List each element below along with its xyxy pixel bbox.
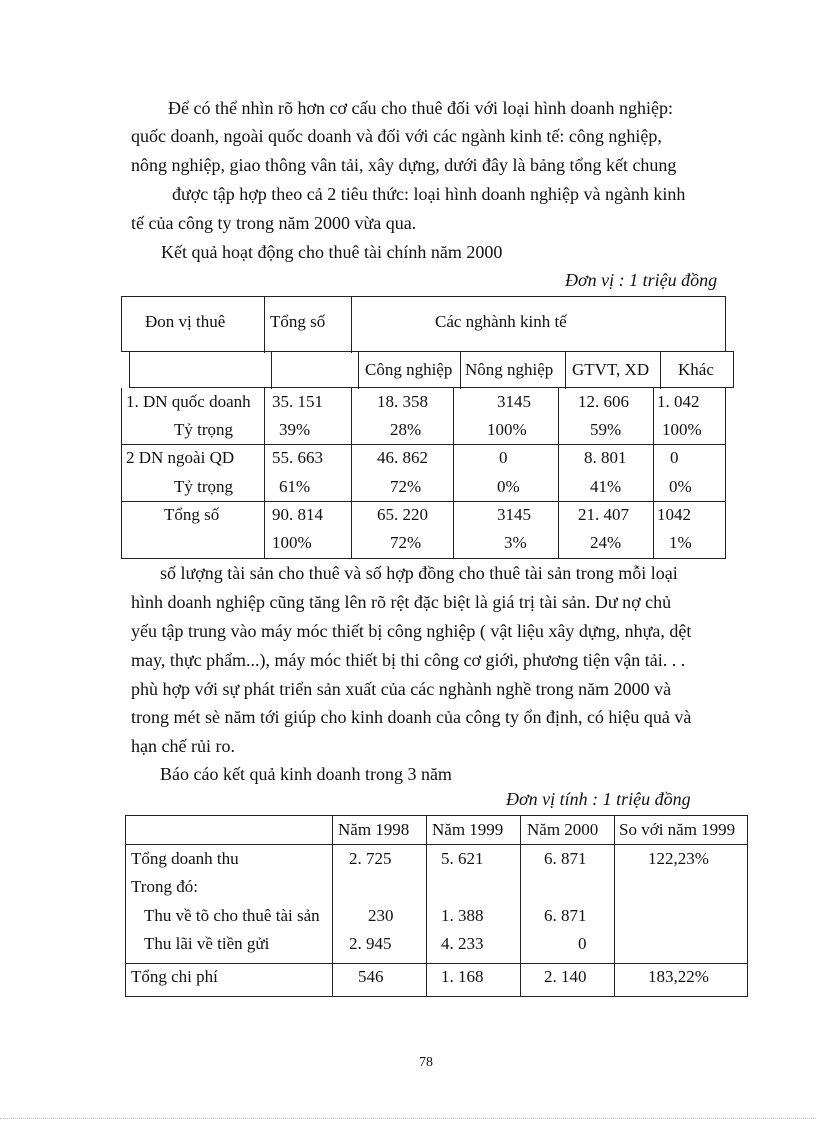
cell: 1042 (657, 505, 691, 524)
row-label: Tỷ trọng (174, 477, 234, 496)
intro-line-5: tế của công ty trong năm 2000 vừa qua. (131, 213, 417, 233)
sub-agriculture: Nông nghiệp (465, 360, 554, 379)
intro-line-2: quốc doanh, ngoài quốc doanh và đối với các ngành kinh tế: công nghiệp, (131, 126, 662, 146)
cell: 5. 621 (441, 849, 484, 868)
middle-line-5: phù hợp với sự phát triển sản xuất của các nghành nghề trong năm 2000 và (131, 679, 672, 699)
cell: 546 (358, 967, 384, 986)
row-label: 2 DN ngoài QD (126, 448, 235, 467)
cell: 2. 945 (349, 934, 392, 953)
cell: 0% (497, 477, 520, 496)
intro-line-1: Để có thể nhìn rõ hơn cơ cấu cho thuê đối với loại hình doanh nghiệp: (168, 98, 673, 118)
table1-header-top (121, 296, 726, 352)
header-unit-hire: Đon vị thuê (145, 312, 226, 331)
row-label: Trong đó: (131, 877, 198, 896)
col-2000: Năm 2000 (527, 820, 599, 839)
cell: 3% (504, 533, 527, 552)
cell: 0 (578, 934, 587, 953)
cell: 230 (368, 906, 394, 925)
col-1999: Năm 1999 (432, 820, 504, 839)
cell: 12. 606 (578, 392, 629, 411)
middle-line-2: hình doanh nghiệp cũng tăng lên rõ rệt đặc biệt là giá trị tài sản. Dư nợ chủ (131, 592, 672, 612)
row-label: 1. DN quốc doanh (126, 392, 251, 411)
cell: 4. 233 (441, 934, 484, 953)
table2-unit: Đơn vị tính : 1 triệu đồng (506, 789, 691, 809)
cell: 1% (669, 533, 692, 552)
middle-line-6: trong mét sè năm tới giúp cho kinh doanh của công ty ổn định, có hiệu quả và (131, 707, 692, 727)
table1-title: Kết quả hoạt động cho thuê tài chính năm 2000 (161, 242, 503, 262)
table1-unit: Đơn vị : 1 triệu đồng (565, 270, 718, 290)
header-total: Tổng số (270, 312, 326, 331)
cell: 0 (670, 448, 679, 467)
intro-line-3: nông nghiệp, giao thông vân tải, xây dựng, dưới đây là bảng tổng kết chung (131, 155, 677, 175)
row-label: Tỷ trọng (174, 420, 234, 439)
middle-line-3: yếu tập trung vào máy móc thiết bị công nghiệp ( vật liệu xây dựng, nhựa, dệt (131, 621, 692, 641)
cell: 100% (272, 533, 312, 552)
table1-header-sub (129, 351, 734, 388)
cell: 18. 358 (377, 392, 428, 411)
cell: 65. 220 (377, 505, 428, 524)
cell: 0 (499, 448, 508, 467)
cell: 59% (590, 420, 622, 439)
cell: 39% (279, 420, 311, 439)
cell: 35. 151 (272, 392, 323, 411)
middle-line-1: số lượng tài sản cho thuê và số hợp đồng cho thuê tài sản trong mỗi loại (160, 563, 678, 583)
row-label: Tổng số (164, 505, 220, 524)
table2-title: Báo cáo kết quả kinh doanh trong 3 năm (160, 764, 452, 784)
sub-other: Khác (678, 360, 714, 379)
row-label: Thu về tõ cho thuê tài sản (144, 906, 320, 925)
page-number: 78 (419, 1055, 433, 1070)
cell: 41% (590, 477, 622, 496)
table1-body (121, 388, 726, 559)
cell: 183,22% (648, 967, 709, 986)
cell: 6. 871 (544, 849, 587, 868)
sub-transport: GTVT, XD (572, 360, 650, 379)
cell: 72% (390, 477, 422, 496)
header-sectors: Các nghành kinh tế (435, 312, 567, 331)
col-1998: Năm 1998 (338, 820, 410, 839)
cell: 8. 801 (584, 448, 627, 467)
cell: 1. 388 (441, 906, 484, 925)
footer-divider (0, 1118, 816, 1119)
col-compare: So với năm 1999 (619, 820, 736, 839)
middle-line-7: hạn chế rủi ro. (131, 736, 235, 756)
row-label: Tổng doanh thu (131, 849, 239, 868)
cell: 21. 407 (578, 505, 629, 524)
cell: 90. 814 (272, 505, 323, 524)
cell: 6. 871 (544, 906, 587, 925)
cell: 61% (279, 477, 311, 496)
intro-line-4: được tập hợp theo cả 2 tiêu thức: loại hình doanh nghiệp và ngành kinh (172, 184, 686, 204)
cell: 100% (662, 420, 702, 439)
table2 (125, 815, 748, 997)
cell: 122,23% (648, 849, 709, 868)
cell: 24% (590, 533, 622, 552)
cell: 0% (669, 477, 692, 496)
cell: 3145 (497, 392, 531, 411)
cell: 1. 168 (441, 967, 484, 986)
row-label: Thu lãi về tiền gửi (144, 934, 270, 953)
cell: 2. 725 (349, 849, 392, 868)
cell: 1. 042 (657, 392, 700, 411)
cell: 72% (390, 533, 422, 552)
middle-line-4: may, thực phẩm...), máy móc thiết bị thi công cơ giới, phương tiện vận tải. . . (131, 650, 686, 670)
cell: 2. 140 (544, 967, 587, 986)
cell: 46. 862 (377, 448, 428, 467)
sub-industry: Công nghiệp (365, 360, 453, 379)
cell: 100% (487, 420, 527, 439)
cell: 28% (390, 420, 422, 439)
row-label: Tổng chi phí (131, 967, 218, 986)
cell: 55. 663 (272, 448, 323, 467)
cell: 3145 (497, 505, 531, 524)
